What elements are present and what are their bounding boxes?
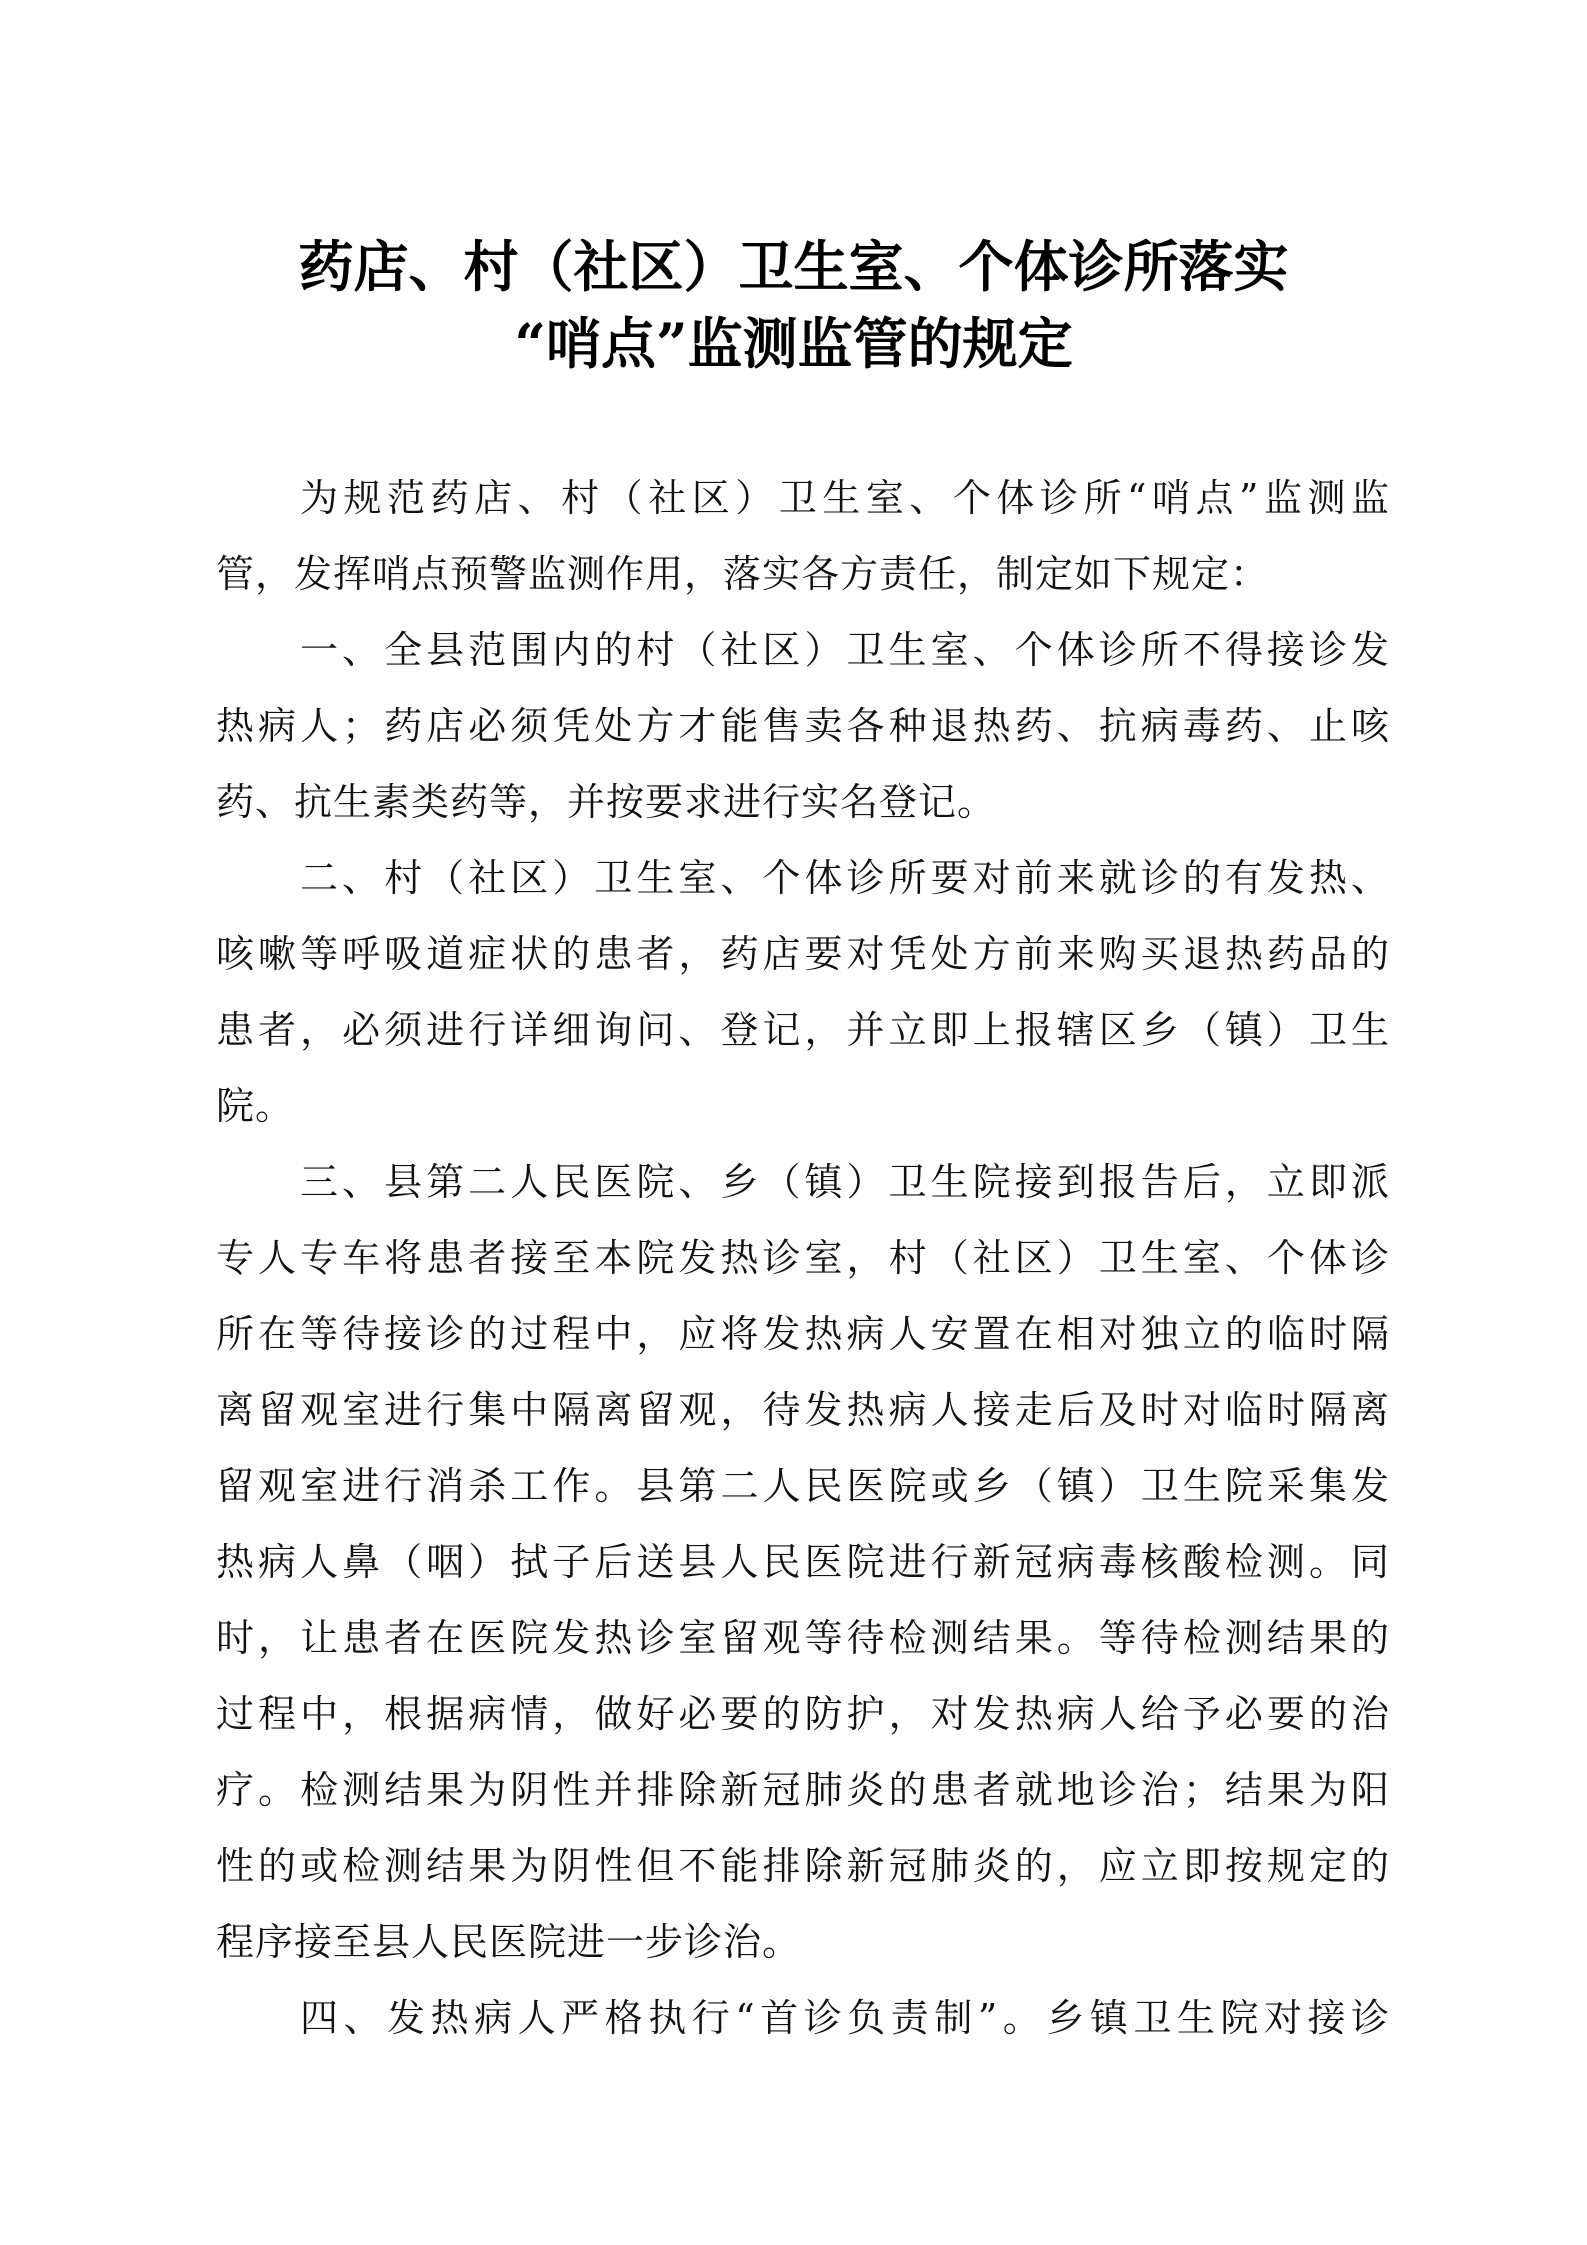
body-text-line: 热病人鼻（咽）拭子后送县人民医院进行新冠病毒核酸检测。同 — [216, 1540, 1390, 1584]
document-title-line-2: “哨点”监测监管的规定 — [514, 311, 1073, 376]
body-text-line: 性的或检测结果为阴性但不能排除新冠肺炎的，应立即按规定的 — [216, 1844, 1390, 1888]
document-title-line-1: 药店、村（社区）卫生室、个体诊所落实 — [298, 234, 1289, 299]
body-text-line: 药、抗生素类药等，并按要求进行实名登记。 — [216, 780, 997, 824]
body-text-line: 患者，必须进行详细询问、登记，并立即上报辖区乡（镇）卫生 — [216, 1008, 1390, 1052]
body-text-line: 程序接至县人民医院进一步诊治。 — [216, 1920, 802, 1964]
body-text-line: 过程中，根据病情，做好必要的防护，对发热病人给予必要的治 — [216, 1692, 1390, 1736]
body-text-line: 三、县第二人民医院、乡（镇）卫生院接到报告后，立即派 — [300, 1160, 1390, 1204]
document-body — [216, 460, 1390, 2056]
body-text-line: 咳嗽等呼吸道症状的患者，药店要对凭处方前来购买退热药品的 — [216, 932, 1390, 976]
body-text-line: 离留观室进行集中隔离留观，待发热病人接走后及时对临时隔离 — [216, 1388, 1390, 1432]
body-text-line: 管，发挥哨点预警监测作用，落实各方责任，制定如下规定： — [216, 552, 1270, 596]
body-text-line: 四、发热病人严格执行“首诊负责制”。乡镇卫生院对接诊 — [300, 1996, 1390, 2040]
body-text-line: 时，让患者在医院发热诊室留观等待检测结果。等待检测结果的 — [216, 1616, 1390, 1660]
body-text-line: 疗。检测结果为阴性并排除新冠肺炎的患者就地诊治；结果为阳 — [216, 1768, 1390, 1812]
body-text-line: 院。 — [216, 1084, 295, 1128]
body-text-line: 所在等待接诊的过程中，应将发热病人安置在相对独立的临时隔 — [216, 1312, 1390, 1356]
body-text-line: 为规范药店、村（社区）卫生室、个体诊所“哨点”监测监 — [300, 476, 1390, 520]
body-text-line: 专人专车将患者接至本院发热诊室，村（社区）卫生室、个体诊 — [216, 1236, 1390, 1280]
body-text-line: 留观室进行消杀工作。县第二人民医院或乡（镇）卫生院采集发 — [216, 1464, 1390, 1508]
body-text-line: 热病人；药店必须凭处方才能售卖各种退热药、抗病毒药、止咳 — [216, 704, 1390, 748]
body-text-line: 一、全县范围内的村（社区）卫生室、个体诊所不得接诊发 — [300, 628, 1390, 672]
body-text-line: 二、村（社区）卫生室、个体诊所要对前来就诊的有发热、 — [300, 856, 1390, 900]
